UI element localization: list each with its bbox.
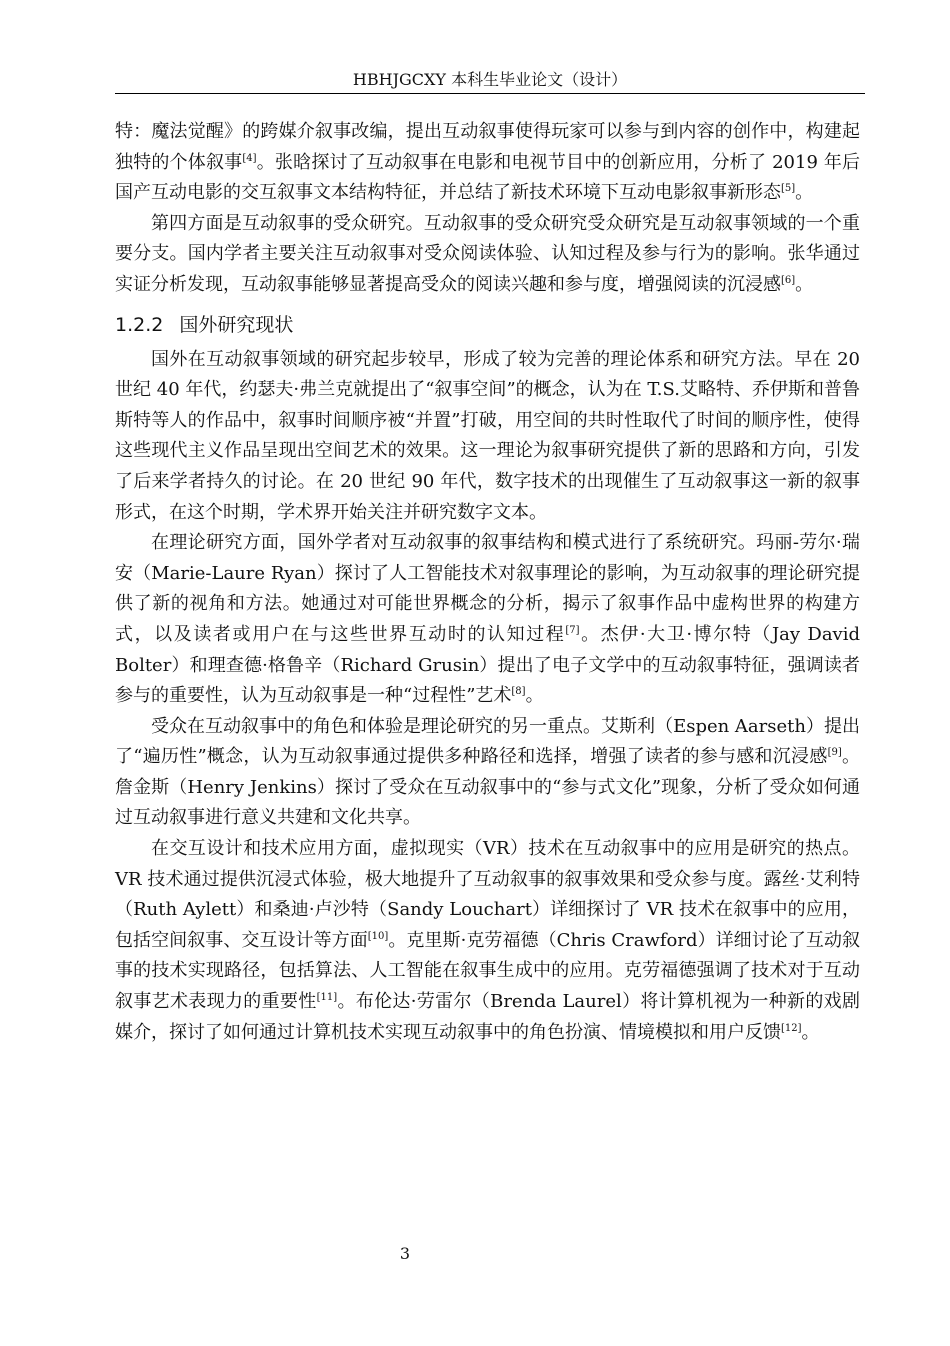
page-number: 3 (399, 1244, 411, 1263)
paragraph-text: 。 (525, 685, 544, 707)
paragraph-text: 。杰伊·大卫·博尔特（Jay David Bolter）和理查德·格鲁辛（Richard Grusin）提出了电子文学中的互动叙事特征，强调读者参与的重要性，认为互动叙事是一种“过程性”艺术 (115, 623, 860, 707)
header-rule (115, 93, 865, 94)
citation-ref: [6] (781, 274, 796, 286)
body-text (115, 117, 860, 1048)
paragraph-text: 国外在互动叙事领域的研究起步较早，形成了较为完善的理论体系和研究方法。早在 20 世纪 40 年代，约瑟夫·弗兰克就提出了“叙事空间”的概念，认为在 T.S.艾略特、乔伊斯和普鲁斯特等人的作品中，叙事时间顺序被“并置”打破，用空间的共时性取代了时间的顺序性，使得这些现代主义作品呈现出空间艺术的效果。这一理论为叙事研究提供了新的思路和方向，引发了后来学者持久的讨论。在 20 世纪 90 年代，数字技术的出现催生了互动叙事这一新的叙事形式，在这个时期，学术界开始关注并研究数字文本。 (115, 348, 860, 523)
citation-ref: [12] (781, 1022, 802, 1034)
citation-ref: [9] (827, 747, 842, 759)
paragraph-4 (115, 528, 860, 712)
paragraph-text: 。布伦达·劳雷尔（Brenda Laurel）将计算机视为一种新的戏剧媒介，探讨了如何通过计算机技术实现互动叙事中的角色扮演、情境模拟和用户反馈 (115, 991, 860, 1043)
citation-ref: [7] (565, 624, 580, 636)
citation-ref: [4] (242, 152, 257, 164)
paragraph-text: 。克里斯·克劳福德（Chris Crawford）详细讨论了互动叙事的技术实现路径，包括算法、人工智能在叙事生成中的应用。克劳福德强调了技术对于互动叙事艺术表现力的重要性 (115, 929, 861, 1013)
citation-ref: [11] (316, 992, 338, 1004)
paragraph-text: 。詹金斯（Henry Jenkins）探讨了受众在互动叙事中的“参与式文化”现象，分析了受众如何通过互动叙事进行意义共建和文化共享。 (115, 746, 861, 829)
paragraph-3 (115, 345, 860, 529)
section-number: 1.2.2 (115, 313, 164, 336)
paragraph-1 (115, 117, 860, 209)
paragraph-text: 受众在互动叙事中的角色和体验是理论研究的另一重点。艾斯利（Espen Aarseth）提出了“遍历性”概念，认为互动叙事通过提供多种路径和选择，增强了读者的参与感和沉浸感 (115, 715, 860, 768)
running-header: HBHJGCXY 本科生毕业论文（设计） (352, 70, 628, 89)
paragraph-6 (115, 834, 860, 1048)
citation-ref: [8] (511, 686, 526, 698)
paragraph-text: 在理论研究方面，国外学者对互动叙事的叙事结构和模式进行了系统研究。玛丽-劳尔·瑞安（Marie-Laure Ryan）探讨了人工智能技术对叙事理论的影响，为互动叙事的理论研究提供了新的视角和方法。她通过对可能世界概念的分析，揭示了叙事作品中虚构世界的构建方式，以及读者或用户在与这些世界互动时的认知过程 (115, 532, 860, 645)
section-heading (115, 311, 860, 339)
paragraph-5 (115, 712, 860, 834)
paragraph-text: 特：魔法觉醒》的跨媒介叙事改编，提出互动叙事使得玩家可以参与到内容的创作中，构建起独特的个体叙事 (115, 121, 860, 173)
paragraph-text: 。 (795, 273, 814, 295)
paragraph-text: 。 (795, 182, 814, 204)
section-title: 国外研究现状 (179, 313, 294, 336)
paragraph-text: 。 (801, 1021, 820, 1043)
paragraph-text: 。张晗探讨了互动叙事在电影和电视节目中的创新应用，分析了 2019 年后国产互动电影的交互叙事文本结构特征，并总结了新技术环境下互动电影叙事新形态 (115, 151, 861, 204)
citation-ref: [5] (781, 183, 796, 195)
paragraph-text: 在交互设计和技术应用方面，虚拟现实（VR）技术在互动叙事中的应用是研究的热点。VR 技术通过提供沉浸式体验，极大地提升了互动叙事的叙事效果和受众参与度。露丝·艾利特（Ruth Aylett）和桑迪·卢沙特（Sandy Louchart）详细探讨了 VR 技术在叙事中的应用，包括空间叙事、交互设计等方面 (115, 838, 860, 951)
paragraph-text: 第四方面是互动叙事的受众研究。互动叙事的受众研究受众研究是互动叙事领域的一个重要分支。国内学者主要关注互动叙事对受众阅读体验、认知过程及参与行为的影响。张华通过实证分析发现，互动叙事能够显著提高受众的阅读兴趣和参与度，增强阅读的沉浸感 (115, 212, 860, 295)
paragraph-2 (115, 209, 860, 301)
citation-ref: [10] (367, 930, 389, 942)
